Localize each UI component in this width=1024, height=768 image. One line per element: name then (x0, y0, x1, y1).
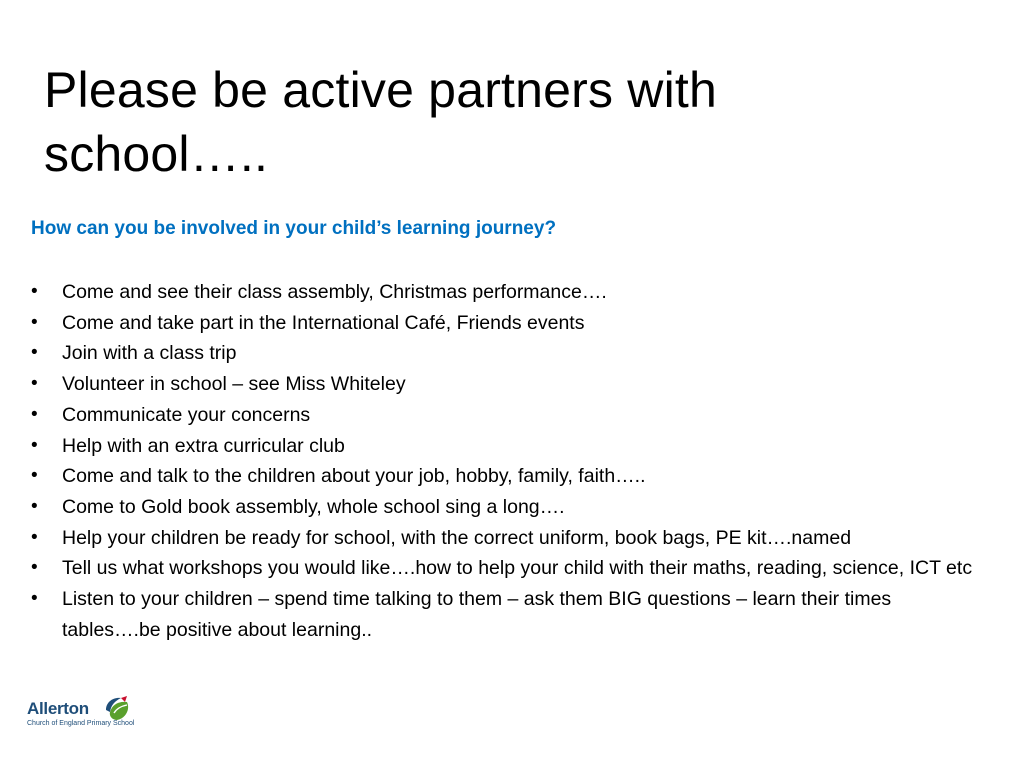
bullet-icon: • (31, 526, 38, 548)
bullet-list (31, 277, 991, 645)
bullet-item (31, 461, 991, 492)
bullet-icon: • (31, 342, 38, 364)
bullet-icon: • (31, 465, 38, 487)
bullet-item (31, 338, 991, 369)
bullet-icon: • (31, 434, 38, 456)
bullet-item (31, 553, 991, 584)
bullet-icon: • (31, 403, 38, 425)
bullet-text: Come to Gold book assembly, whole school sing a long…. (62, 495, 565, 518)
bullet-text: Help with an extra curricular club (62, 434, 345, 457)
bullet-icon: • (31, 373, 38, 395)
bullet-text: Come and take part in the International Café, Friends events (62, 311, 585, 334)
slide-title: Please be active partners with school….. (44, 62, 718, 182)
bullet-item (31, 431, 991, 462)
bullet-text: Tell us what workshops you would like….how to help your child with their maths, reading, science, ICT etc (62, 557, 973, 580)
bullet-text: Communicate your concerns (62, 403, 311, 426)
bullet-text: Come and talk to the children about your job, hobby, family, faith….. (62, 465, 646, 488)
bullet-item (31, 369, 991, 400)
bullet-icon: • (31, 495, 38, 517)
logo-subtitle: Church of England Primary School (27, 720, 135, 727)
bullet-item (31, 308, 991, 339)
bullet-item (31, 523, 991, 554)
slide-subtitle: How can you be involved in your child’s learning journey? (31, 218, 557, 239)
bullet-text: Help your children be ready for school, with the correct uniform, book bags, PE kit….named (62, 526, 852, 549)
bullet-icon: • (31, 281, 38, 302)
bullet-item (31, 584, 991, 645)
bullet-text: Listen to your children – spend time talking to them – ask them BIG questions – learn their times tables….be positive about learning.. (62, 588, 892, 641)
bullet-icon: • (31, 557, 38, 579)
logo-name: Allerton (27, 699, 89, 718)
bullet-item (31, 492, 991, 523)
bullet-text: Join with a class trip (62, 342, 237, 365)
bullet-item (31, 400, 991, 431)
school-logo (27, 696, 137, 736)
bullet-text: Come and see their class assembly, Christmas performance…. (62, 281, 607, 303)
bullet-icon: • (31, 588, 38, 610)
bullet-icon: • (31, 311, 38, 333)
bullet-text: Volunteer in school – see Miss Whiteley (62, 373, 406, 396)
bullet-item (31, 277, 991, 308)
school-emblem-icon (103, 696, 131, 722)
